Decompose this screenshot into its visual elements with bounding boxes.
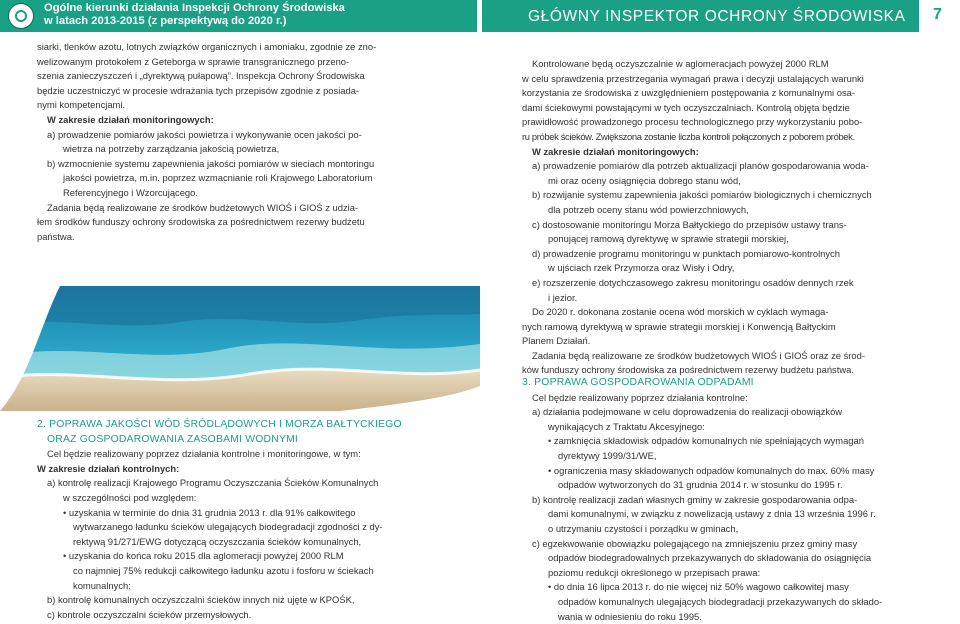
water-paragraph — [522, 57, 922, 145]
list-item-cont: i jezior. — [522, 291, 922, 306]
assessment-line: nych ramową dyrektywą w sprawie strategii morskiej i Konwencją Bałtyckim — [522, 320, 922, 335]
list-item-cont: o utrzymaniu czystości i porządku w gminach, — [522, 522, 922, 537]
sea-photo — [0, 286, 480, 411]
list-item: c) dostosowanie monitoringu Morza Bałtyckiego do przepisów ustawy trans- — [522, 218, 922, 233]
list-item-cont: mi oraz oceny osiągnięcia dobrego stanu wód, — [522, 174, 922, 189]
funding-line: państwa. — [37, 230, 440, 245]
list-item-cont: dla potrzeb oceny stanu wód powierzchniowych, — [522, 203, 922, 218]
right-bottom-text — [522, 376, 922, 624]
text-line: prawidłowość prowadzonego procesu technologicznego przy wykorzystaniu pobo- — [522, 115, 922, 130]
list-item-cont: ponującej ramową dyrektywę w sprawie strategii morskiej, — [522, 232, 922, 247]
list-item: b) kontrolę komunalnych oczyszczalni ścieków innych niż ujęte w KPOŚK, — [37, 593, 440, 608]
list-item-cont: jakości powietrza, m.in. poprzez wzmacnianie roli Krajowego Laboratorium — [37, 171, 440, 186]
text-line: dami ściekowymi powstającymi w tych oczyszczalniach. Kontrolą objęta będzie — [522, 101, 922, 116]
list-item-cont: wietrza na potrzeby zarządzania jakością powietrza, — [37, 142, 440, 157]
list-item-cont: odpadów biodegradowalnych przekazywanych do składowania do osiągnięcia — [522, 551, 922, 566]
list-item: e) rozszerzenie dotychczasowego zakresu monitoringu osadów dennych rzek — [522, 276, 922, 291]
list-item: c) egzekwowanie obowiązku polegającego na zmniejszeniu przez gminy masy — [522, 537, 922, 552]
bullet-item: • uzyskania do końca roku 2015 dla aglomeracji powyżej 2000 RLM — [37, 549, 440, 564]
bullet-item: • ograniczenia masy składowanych odpadów komunalnych do max. 60% masy — [522, 464, 922, 479]
list-item: b) rozwijanie systemu zapewnienia jakości pomiarów biologicznych i chemicznych — [522, 188, 922, 203]
funding-line: Zadania będą realizowane ze środków budżetowych WIOŚ i GIOŚ z udzia- — [37, 201, 440, 216]
air-paragraph — [37, 40, 440, 113]
list-item: b) kontrolę realizacji zadań własnych gminy w zakresie gospodarowania odpa- — [522, 493, 922, 508]
header-left-title — [44, 2, 345, 28]
list-item: a) kontrolę realizacji Krajowego Programu Oczyszczania Ścieków Komunalnych — [37, 476, 440, 491]
header-line-1: Ogólne kierunki działania Inspekcji Ochrony Środowiska — [44, 2, 345, 15]
list-item-cont: w ujściach rzek Przymorza oraz Wisły i Odry, — [522, 261, 922, 276]
assessment-line: Do 2020 r. dokonana zostanie ocena wód morskich w cyklach wymaga- — [522, 305, 922, 320]
bullet-item: • do dnia 16 lipca 2013 r. do nie więcej niż 50% wagowo całkowitej masy — [522, 580, 922, 595]
list-item-cont: Referencyjnego i Wzorcującego. — [37, 186, 440, 201]
list-item: a) prowadzenie pomiarów dla potrzeb aktualizacji planów gospodarowania woda- — [522, 159, 922, 174]
bullet-item-cont: komunalnych; — [37, 579, 440, 594]
text-line: ru próbek ścieków. Zwiększona zostanie liczba kontroli połączonych z poborem próbek. — [522, 130, 922, 145]
control-heading: W zakresie działań kontrolnych: — [37, 462, 440, 477]
list-item: a) działania podejmowane w celu doprowadzenia do realizacji obowiązków — [522, 405, 922, 420]
list-item-cont: w szczególności pod względem: — [37, 491, 440, 506]
bullet-item-cont: odpadów wytworzonych do 31 grudnia 2014 r. w stosunku do 1995 r. — [522, 478, 922, 493]
assessment-line: Planem Działań. — [522, 334, 922, 349]
left-top-text — [37, 40, 440, 244]
section-2-title-cont: ORAZ GOSPODAROWANIA ZASOBAMI WODNYMI — [37, 433, 440, 448]
funding-line: ków funduszy ochrony środowiska za pośrednictwem rezerwy budżetu państwa. — [522, 363, 922, 378]
text-line: siarki, tlenków azotu, lotnych związków organicznych i amoniaku, zgodnie ze zno- — [37, 40, 440, 55]
right-top-text — [522, 57, 922, 378]
bullet-item-cont: wania w odniesieniu do roku 1995. — [522, 610, 922, 624]
bullet-item-cont: dyrektywy 1999/31/WE, — [522, 449, 922, 464]
list-item: c) kontrole oczyszczalni ścieków przemysłowych. — [37, 608, 440, 623]
monitoring-heading: W zakresie działań monitoringowych: — [522, 145, 922, 160]
header-line-2: w latach 2013-2015 (z perspektywą do 2020 r.) — [44, 15, 345, 28]
list-item-cont: poziomu redukcji określonego w przepisach prawa: — [522, 566, 922, 581]
text-line: korzystania ze środowiska z uwzględnieniem postępowania z komunalnymi osa- — [522, 86, 922, 101]
section-intro: Cel będzie realizowany poprzez działania kontrolne: — [522, 391, 922, 406]
list-item: a) prowadzenie pomiarów jakości powietrza i wykonywanie ocen jakości po- — [37, 128, 440, 143]
monitoring-heading: W zakresie działań monitoringowych: — [37, 113, 440, 128]
page-number: 7 — [933, 6, 942, 24]
funding-line: Zadania będą realizowane ze środków budżetowych WIOŚ i GIOŚ oraz ze środ- — [522, 349, 922, 364]
section-3-title: 3. POPRAWA GOSPODAROWANIA ODPADAMI — [522, 376, 922, 391]
header-right-title: GŁÓWNY INSPEKTOR OCHRONY ŚRODOWISKA — [528, 8, 906, 26]
text-line: nymi kompetencjami. — [37, 98, 440, 113]
bullet-item-cont: co najmniej 75% redukcji całkowitego ładunku azotu i fosforu w ściekach — [37, 564, 440, 579]
text-line: welizowanym protokołem z Geteborga w sprawie transgranicznego przeno- — [37, 55, 440, 70]
left-bottom-text — [37, 418, 440, 622]
list-item: b) wzmocnienie systemu zapewnienia jakości pomiarów w sieciach montoringu — [37, 157, 440, 172]
list-item: d) prowadzenie programu monitoringu w punktach pomiarowo-kontrolnych — [522, 247, 922, 262]
list-item-cont: dami komunalnymi, w związku z nowelizacją ustawy z dnia 13 września 1996 r. — [522, 507, 922, 522]
gios-logo-icon — [8, 3, 34, 29]
text-line: będzie uczestniczyć w procesie wdrażania tych przepisów zgodnie z posiada- — [37, 84, 440, 99]
section-intro: Cel będzie realizowany poprzez działania kontrolne i monitoringowe, w tym: — [37, 447, 440, 462]
list-item-cont: wynikających z Traktatu Akcesyjnego: — [522, 420, 922, 435]
funding-line: łem środków funduszy ochrony środowiska za pośrednictwem rezerwy budżetu — [37, 215, 440, 230]
bullet-item-cont: rektywą 91/271/EWG dotyczącą oczyszczania ścieków komunalnych, — [37, 535, 440, 550]
bullet-item-cont: wytwarzanego ładunku ścieków ulegających biodegradacji zgodności z dy- — [37, 520, 440, 535]
section-2-title: 2. POPRAWA JAKOŚCI WÓD ŚRÓDLĄDOWYCH I MORZA BAŁTYCKIEGO — [37, 418, 440, 433]
bullet-item-cont: odpadów komunalnych ulegających biodegradacji przekazywanych do składo- — [522, 595, 922, 610]
text-line: w celu sprawdzenia przestrzegania wymagań prawa i decyzji ustalających warunki — [522, 72, 922, 87]
text-line: Kontrolowane będą oczyszczalnie w aglomeracjach powyżej 2000 RLM — [522, 57, 922, 72]
bullet-item: • uzyskania w terminie do dnia 31 grudnia 2013 r. dla 91% całkowitego — [37, 506, 440, 521]
text-line: szenia zanieczyszczeń i „dyrektywą pułapową”. Inspekcja Ochrony Środowiska — [37, 69, 440, 84]
bullet-item: • zamknięcia składowisk odpadów komunalnych nie spełniających wymagań — [522, 434, 922, 449]
